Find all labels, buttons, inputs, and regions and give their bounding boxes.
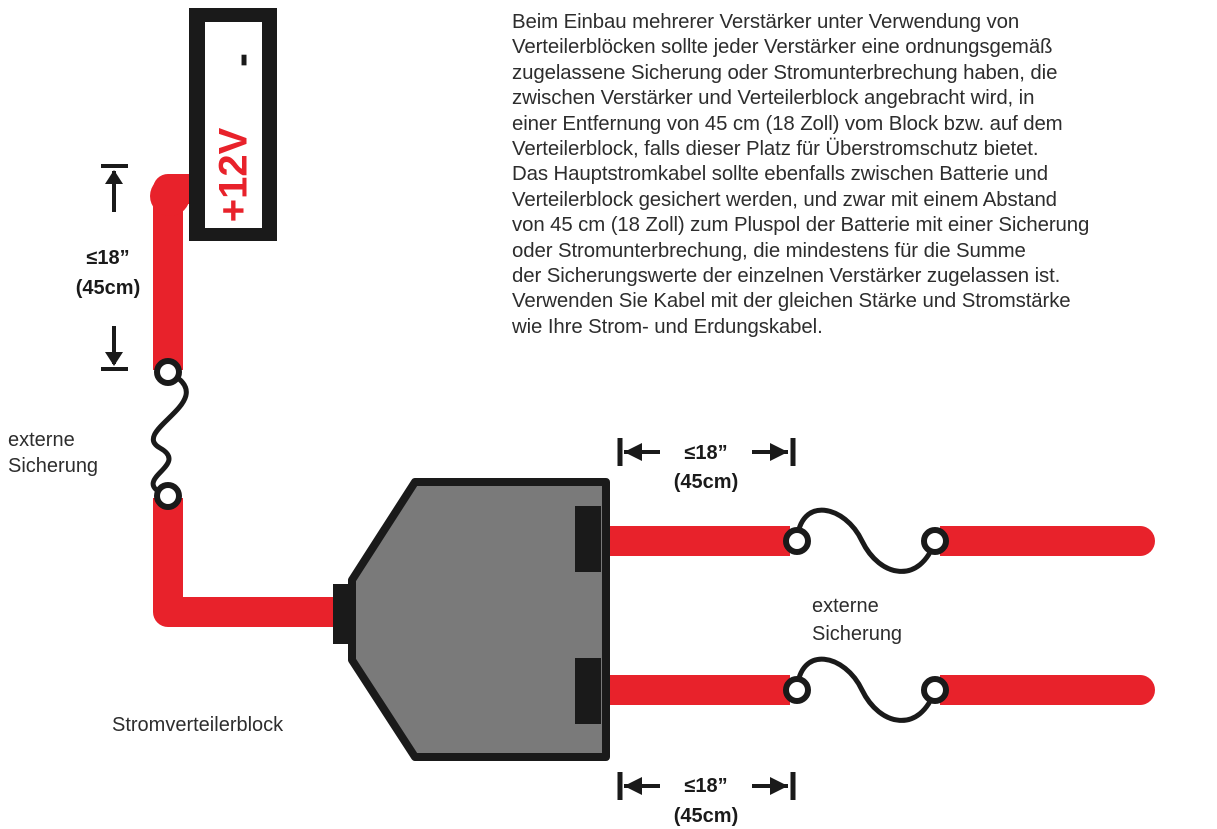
distance-top-value: ≤18” [684, 442, 728, 464]
instruction-line: Verwenden Sie Kabel mit der gleichen Stärke und Stromstärke [512, 290, 1071, 313]
fuse-terminal-right [924, 679, 946, 701]
distance-main-value: ≤18” [86, 247, 130, 269]
instruction-line: einer Entfernung von 45 cm (18 Zoll) vom Block bzw. auf dem [512, 112, 1063, 135]
cable-bend [150, 176, 190, 216]
main-fuse-label-line2: Sicherung [8, 455, 99, 477]
fuse-terminal-left [786, 530, 808, 552]
output-fuse-label-line1: externe [812, 595, 879, 617]
instruction-line: zugelassene Sicherung oder Stromunterbrechung haben, die [512, 61, 1058, 84]
block-output-terminal-top [575, 506, 601, 572]
output-fuse-bottom [786, 659, 946, 720]
fuse-terminal-left [786, 679, 808, 701]
instruction-line: oder Stromunterbrechung, die mindestens für die Summe [512, 239, 1026, 262]
output-fuse-top [786, 510, 946, 571]
block-input-terminal [333, 584, 355, 644]
main-fuse [148, 361, 188, 507]
fuse-terminal-top [157, 361, 179, 383]
instruction-line: Das Hauptstromkabel sollte ebenfalls zwischen Batterie und [512, 163, 1048, 186]
distance-bottom-metric: (45cm) [673, 805, 739, 827]
fuse-terminal-right [924, 530, 946, 552]
block-label: Stromverteilerblock [112, 714, 284, 736]
block-output-terminal-bottom [575, 658, 601, 724]
main-fuse-label-line1: externe [8, 429, 75, 451]
instruction-line: der Sicherungswerte der einzelnen Verstärker zugelassen ist. [512, 265, 1061, 288]
fuse-terminal-bottom [157, 485, 179, 507]
battery-positive-label: +12V [211, 127, 256, 223]
instruction-line: zwischen Verstärker und Verteilerblock angebracht wird, in [512, 87, 1035, 110]
main-power-cable [168, 189, 336, 612]
battery-negative-label: - [217, 53, 265, 67]
distribution-block [333, 482, 606, 757]
instruction-line: von 45 cm (18 Zoll) zum Pluspol der Batterie mit einer Sicherung [512, 214, 1090, 237]
instruction-line: wie Ihre Strom- und Erdungskabel. [512, 315, 823, 338]
instruction-line: Verteilerblock, falls dieser Platz für Überstromschutz bietet. [512, 138, 1039, 161]
battery [189, 8, 277, 241]
distance-main-metric: (45cm) [75, 277, 141, 299]
instruction-line: Verteilerblöcken sollte jeder Verstärker eine ordnungsgemäß [512, 36, 1053, 59]
output-fuse-label-line2: Sicherung [812, 623, 903, 645]
instruction-text [512, 10, 1212, 340]
distance-top-metric: (45cm) [673, 471, 739, 493]
instruction-line: Beim Einbau mehrerer Verstärker unter Verwendung von [512, 11, 1020, 33]
instruction-line: Verteilerblock gesichert werden, und zwar mit einem Abstand [512, 188, 1057, 211]
distance-bottom-value: ≤18” [684, 775, 728, 797]
